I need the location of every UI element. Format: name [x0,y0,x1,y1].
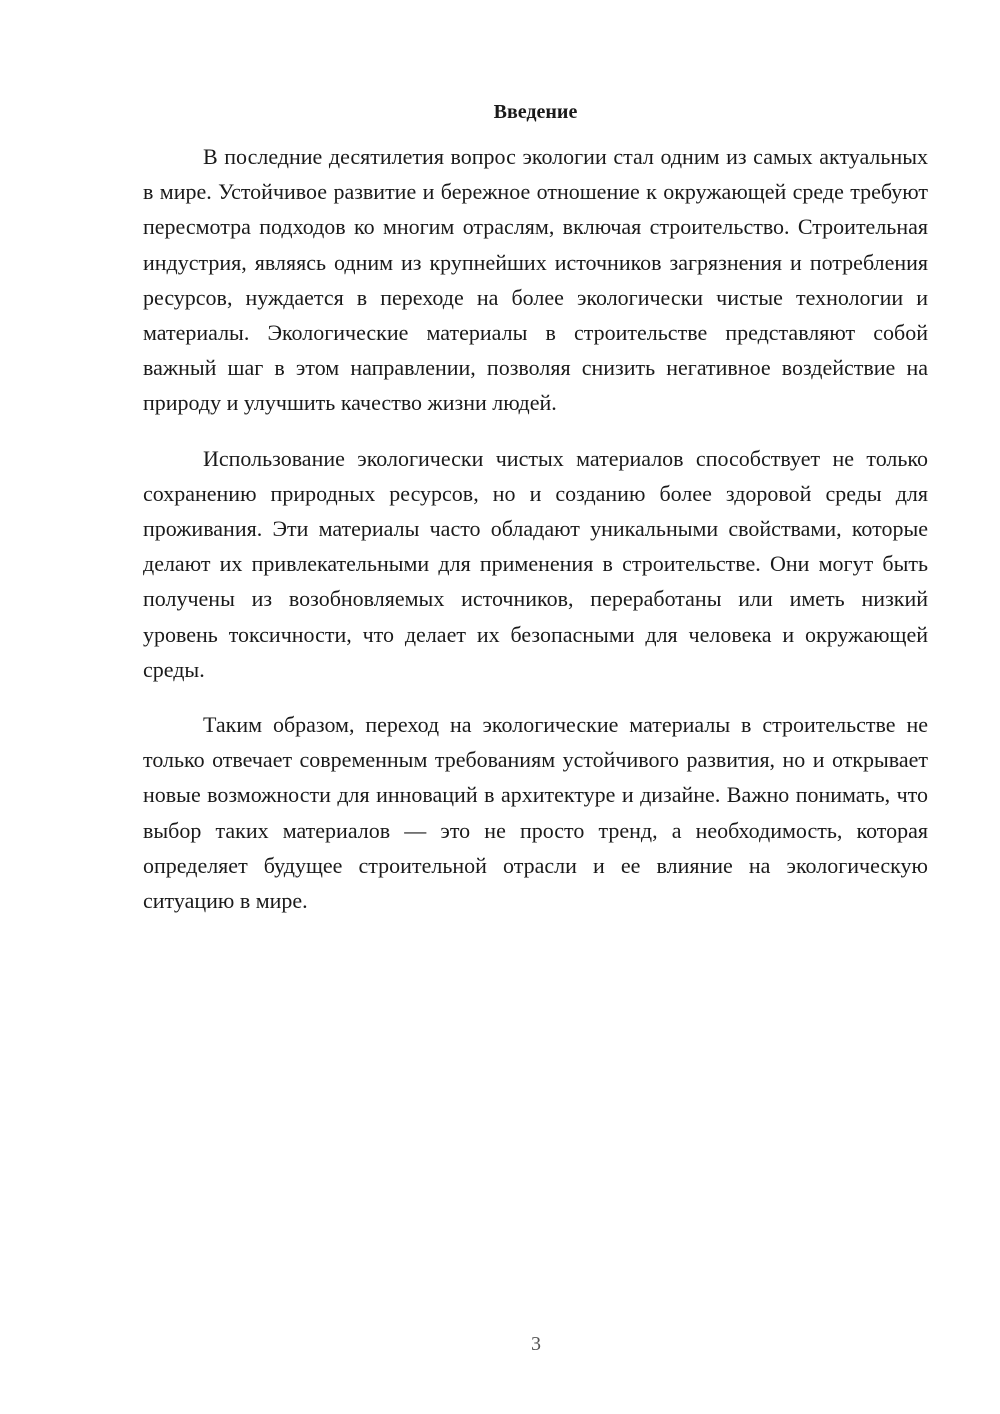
paragraph-2: Использование экологически чистых материалов способствует не только сохранению природных ресурсов, но и созданию более здоровой среды для проживания. Эти материалы часто обладают уникальными свойствами, которые делают их привлекательными для применения в строительстве. Они могут быть получены из возобновляемых источников, переработаны или иметь низкий уровень токсичности, что делает их безопасными для человека и окружающей среды. [143,445,928,682]
section-heading: Введение [493,101,578,123]
paragraph-1: В последние десятилетия вопрос экологии стал одним из самых актуальных в мире. Устойчивое развитие и бережное отношение к окружающей среде требуют пересмотра подходов ко многим отраслям, включая строительство. Строительная индустрия, являясь одним из крупнейших источников загрязнения и потребления ресурсов, нуждается в переходе на более экологически чистые технологии и материалы. Экологические материалы в строительстве представляют собой важный шаг в этом направлении, позволяя снизить негативное воздействие на природу и улучшить качество жизни людей. [143,144,928,416]
paragraph-3: Таким образом, переход на экологические материалы в строительстве не только отвечает современным требованиям устойчивого развития, но и открывает новые возможности для инноваций в архитектуре и дизайне. Важно понимать, что выбор таких материалов — это не просто тренд, а необходимость, которая определяет будущее строительной отрасли и ее влияние на экологическую ситуацию в мире. [143,712,928,914]
page-number: 3 [531,1333,541,1355]
page-content [143,95,928,938]
